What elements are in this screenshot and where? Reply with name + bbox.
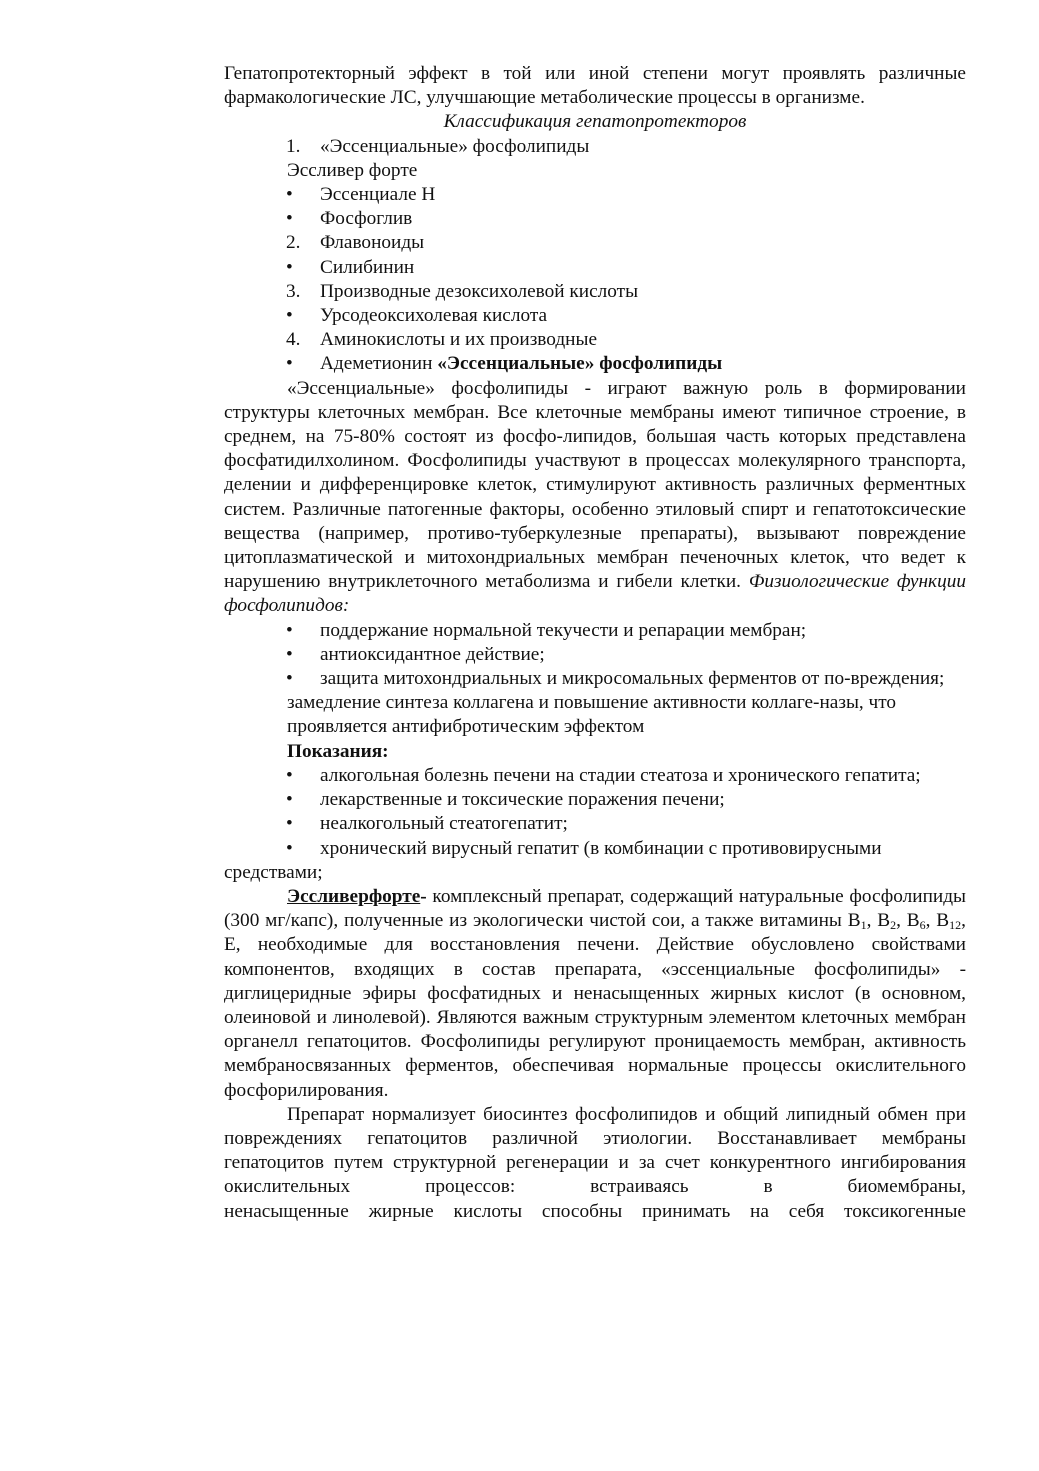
classification-item-text: Флавоноиды bbox=[320, 232, 425, 254]
indication-item bbox=[224, 812, 966, 836]
indication-item bbox=[224, 788, 966, 812]
intro-line-2: фармакологические ЛС, улучшающие метаболические процессы в организме. bbox=[224, 87, 865, 109]
functions-extra-text: замедление синтеза коллагена и повышение активности коллаге-назы, что проявляется антифибротическим эффектом bbox=[287, 692, 897, 738]
bullet-marker: • bbox=[286, 789, 293, 811]
bullet-marker: • bbox=[286, 184, 293, 206]
function-item bbox=[224, 667, 966, 691]
classification-item-text: Урсодеоксихолевая кислота bbox=[320, 305, 548, 327]
number-marker: 3. bbox=[286, 280, 301, 302]
essential-phospholipids-paragraph bbox=[224, 377, 966, 619]
bullet-marker: • bbox=[286, 813, 293, 835]
function-text: поддержание нормальной текучести и репарации мембран; bbox=[320, 619, 807, 641]
indication-item bbox=[224, 837, 966, 885]
indication-text: алкогольная болезнь печени на стадии стеатоза и хронического гепатита; bbox=[320, 764, 921, 786]
indications-title: Показания: bbox=[287, 740, 389, 762]
functions-list bbox=[224, 619, 966, 692]
bullet-marker: • bbox=[286, 619, 293, 641]
last-paragraph-final-line: ненасыщенные жирные кислоты способны принимать на себя токсикогенные bbox=[224, 1200, 966, 1222]
essliver-text-1: комплексный препарат, содержащий натуральные фосфолипиды (300 мг/капс), полученные из экологически чистой сои, а также витамины B bbox=[224, 885, 966, 932]
bullet-marker: • bbox=[286, 764, 293, 786]
bullet-marker: • bbox=[286, 353, 293, 375]
bullet-marker: • bbox=[286, 668, 293, 690]
essliver-paragraph bbox=[224, 885, 966, 1103]
vitamin-sub-1: 1 bbox=[860, 918, 867, 933]
essliver-text-5: , E, необходимые для восстановления печени. Действие обусловлено свойствами компонентов, входящих в состав препарата, «эссенциальные фосфолипиды» - диглицеридные эфиры фосфатидных и ненасыщенных жирных кислот (в основном, олеиновой и линолевой). Являются важным структурным элементом клеточных мембран органелл гепатоцитов. Фосфолипиды регулируют проницаемость мембран, активность мембраносвязанных ферментов, обеспечивая нормальные процессы окислительного фосфорилирования. bbox=[224, 910, 966, 1101]
classification-item-text: Производные дезоксихолевой кислоты bbox=[320, 280, 639, 302]
bullet-marker: • bbox=[286, 208, 293, 230]
essliver-dash: - bbox=[420, 885, 427, 907]
classification-list bbox=[224, 135, 966, 377]
classification-numbered-item bbox=[224, 280, 966, 304]
section-heading-inline: «Эссенциальные» фосфолипиды bbox=[437, 353, 723, 375]
ef-text: «Эссенциальные» фосфолипиды - играют важную роль в формировании структуры клеточных мембран. Все клеточные мембраны имеют типичное строение, в среднем, на 75-80% состоят из фосфо-липидов, большая часть которых представлена фосфатидилхолином. Фосфолипиды участвуют в процессах молекулярного транспорта, делении и дифференцировке клеток, стимулируют активность различных ферментных систем. Различные патогенные факторы, особенно этиловый спирт и гепатотоксические вещества (например, противо-туберкулезные препараты), вызывают повреждение цитоплазматической и митохондриальных мембран печеночных клеток, что ведет к нарушению внутриклеточного метаболизма и гибели клетки. bbox=[224, 377, 966, 593]
bullet-marker: • bbox=[286, 643, 293, 665]
function-item bbox=[224, 619, 966, 643]
vitamin-sub-2: 2 bbox=[890, 918, 897, 933]
document-page bbox=[224, 62, 966, 1224]
classification-bullet-item bbox=[224, 207, 966, 231]
bullet-marker: • bbox=[286, 837, 293, 859]
intro-line-1: Гепатопротекторный эффект в той или иной степени могут проявлять различные bbox=[224, 63, 966, 84]
function-text: защита митохондриальных и микросомальных ферментов от по-вреждения; bbox=[320, 668, 945, 690]
classification-bullet-item bbox=[224, 183, 966, 207]
classification-bullet-item bbox=[224, 256, 966, 280]
classification-title: Классификация гепатопротекторов bbox=[443, 111, 747, 133]
functions-extra bbox=[224, 691, 966, 739]
essliver-text-4: , B bbox=[925, 910, 950, 932]
indication-text: лекарственные и токсические поражения печени; bbox=[320, 789, 725, 811]
indications-list bbox=[224, 764, 966, 885]
essliver-text-2: , B bbox=[866, 910, 891, 932]
bullet-marker: • bbox=[286, 305, 293, 327]
number-marker: 1. bbox=[286, 135, 301, 157]
classification-item-text: Аминокислоты и их производные bbox=[320, 329, 598, 351]
classification-item-text: «Эссенциальные» фосфолипиды bbox=[320, 135, 590, 157]
last-paragraph: Препарат нормализует биосинтез фосфолипидов и общий липидный обмен при повреждениях гепатоцитов различной этиологии. Восстанавливает мембраны гепатоцитов путем структурной регенерации и за счет конкурентного ингибирования окислительных процессов: встраиваясь в биомембраны, bbox=[224, 1103, 966, 1198]
bullet-marker: • bbox=[286, 256, 293, 278]
classification-item-text: Силибинин bbox=[320, 256, 415, 278]
indication-text: хронический вирусный гепатит (в комбинации с противовирусными средствами; bbox=[224, 837, 882, 883]
function-text: антиоксидантное действие; bbox=[320, 643, 545, 665]
essliver-text-3: , B bbox=[896, 910, 920, 932]
classification-numbered-item bbox=[224, 328, 966, 352]
number-marker: 2. bbox=[286, 232, 301, 254]
classification-numbered-item bbox=[224, 135, 966, 159]
ef-italic-tail: Физиологические функции фосфолипидов: bbox=[224, 571, 966, 617]
classification-item-text: Фосфоглив bbox=[320, 208, 413, 230]
classification-item-text: Эссенциале Н bbox=[320, 184, 436, 206]
classification-bullet-item bbox=[224, 352, 966, 376]
classification-bullet-item bbox=[224, 304, 966, 328]
classification-subitem: Эссливер форте bbox=[287, 159, 418, 181]
vitamin-sub-4: 12 bbox=[949, 918, 962, 933]
classification-item-text: Адеметионин bbox=[320, 353, 433, 375]
vitamin-sub-3: 6 bbox=[919, 918, 926, 933]
function-item bbox=[224, 643, 966, 667]
indication-item bbox=[224, 764, 966, 788]
indication-text: неалкогольный стеатогепатит; bbox=[320, 813, 568, 835]
classification-numbered-item bbox=[224, 231, 966, 255]
number-marker: 4. bbox=[286, 329, 301, 351]
essliver-name: Эссливерфорте bbox=[287, 885, 421, 907]
